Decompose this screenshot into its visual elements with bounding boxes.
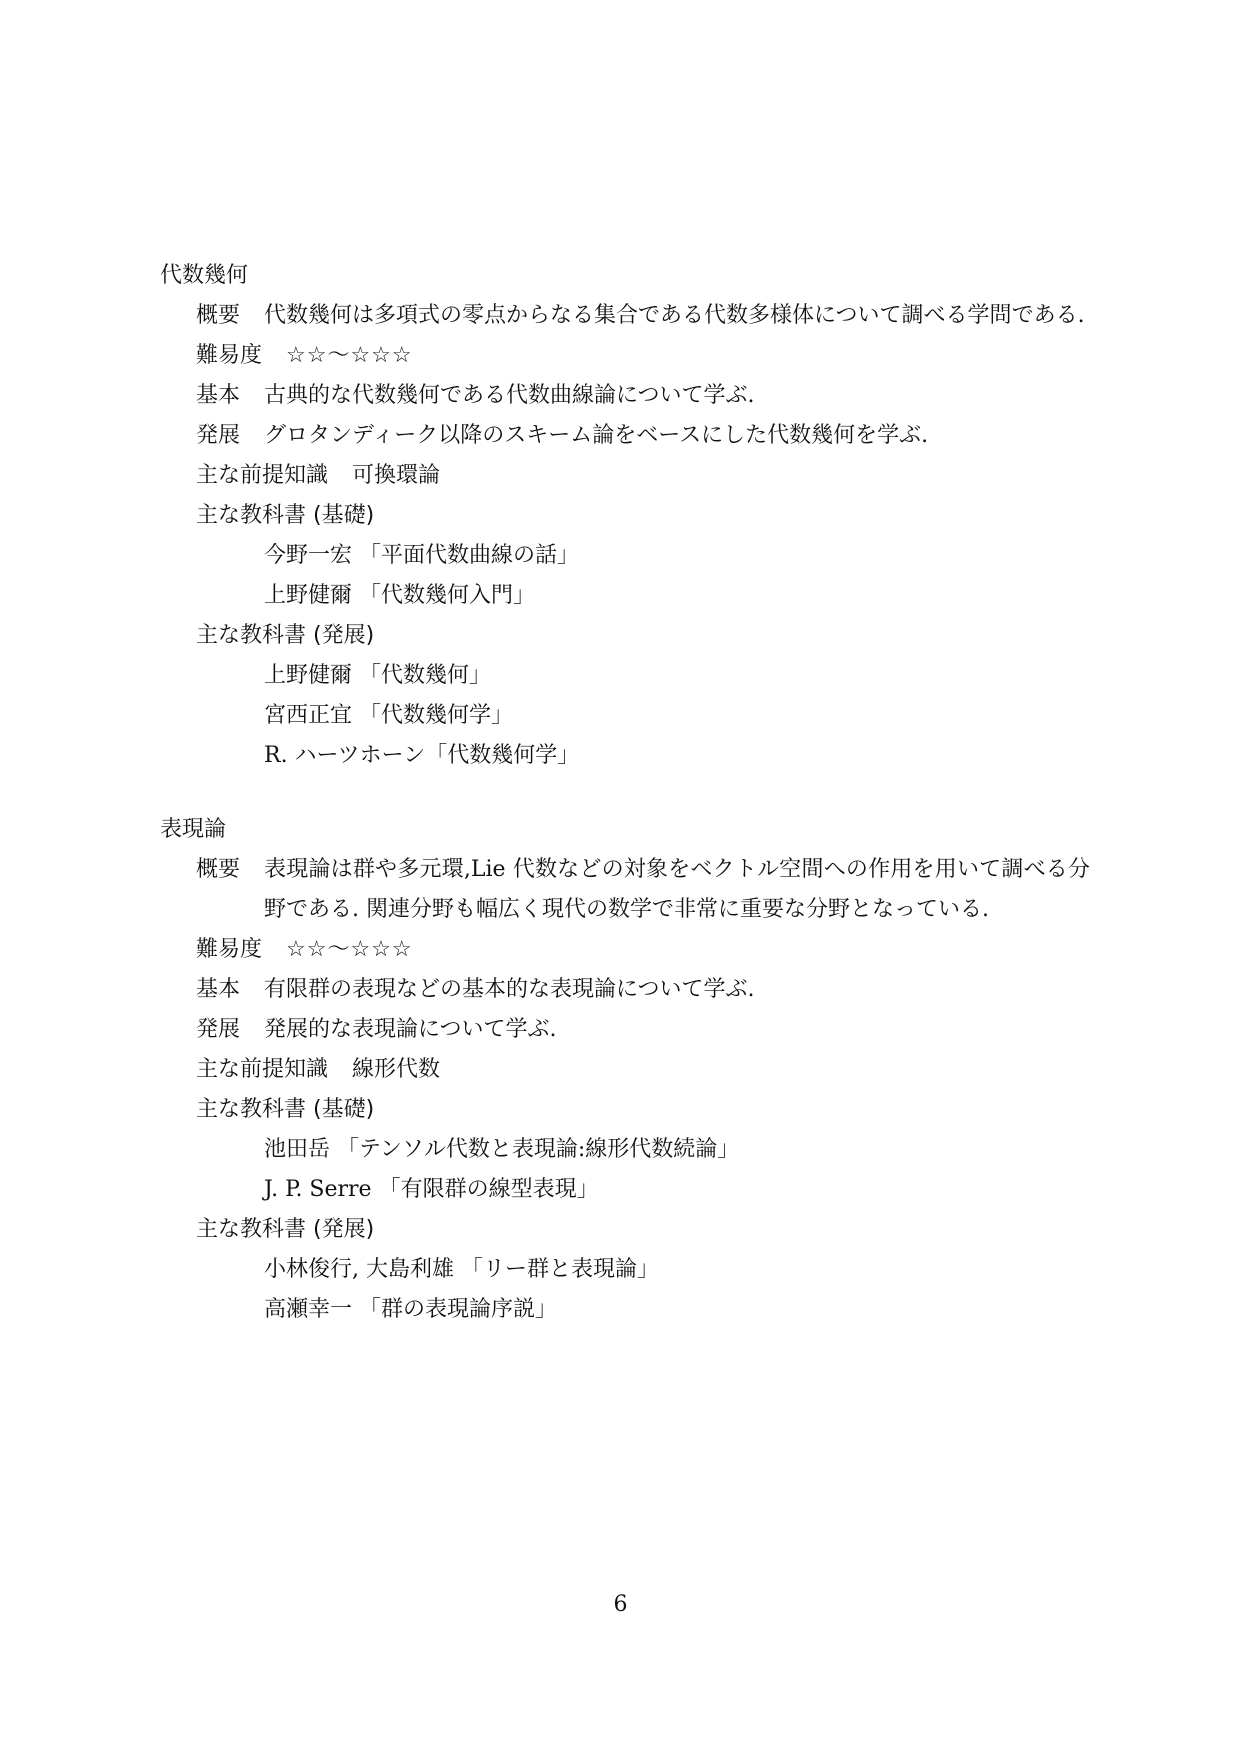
difficulty-row [196, 336, 1090, 376]
advanced-label: 発展 [196, 423, 241, 448]
prereq-row [196, 456, 1090, 496]
book-item: R. ハーツホーン「代数幾何学」 [264, 743, 580, 768]
difficulty-row [196, 930, 1090, 970]
book-item: 宮西正宜 「代数幾何学」 [264, 703, 513, 728]
difficulty-stars: ☆☆〜☆☆☆ [286, 937, 413, 962]
prereq-text: 線形代数 [352, 1057, 441, 1082]
basic-label: 基本 [196, 383, 241, 408]
book-item: J. P. Serre 「有限群の線型表現」 [264, 1177, 599, 1202]
difficulty-stars: ☆☆〜☆☆☆ [286, 343, 413, 368]
basic-row [196, 970, 1090, 1010]
overview-row [196, 296, 1090, 336]
section-representation-theory [160, 810, 1090, 1330]
book-item: 上野健爾 「代数幾何」 [264, 663, 491, 688]
overview-text-wrap [264, 850, 1090, 930]
books-basic-heading-row [196, 1090, 1090, 1130]
difficulty-label: 難易度 [196, 937, 263, 962]
basic-text: 有限群の表現などの基本的な表現論について学ぶ. [264, 977, 755, 1002]
advanced-label: 発展 [196, 1017, 241, 1042]
book-item: 池田岳 「テンソル代数と表現論:線形代数続論」 [264, 1137, 740, 1162]
advanced-text: 発展的な表現論について学ぶ. [264, 1017, 557, 1042]
prereq-row [196, 1050, 1090, 1090]
books-basic-label: 主な教科書 (基礎) [196, 503, 375, 528]
overview-text-wrap [264, 296, 1090, 336]
books-advanced-label: 主な教科書 (発展) [196, 623, 375, 648]
prereq-label: 主な前提知識 [196, 1057, 329, 1082]
books-basic-label: 主な教科書 (基礎) [196, 1097, 375, 1122]
section-algebraic-geometry [160, 256, 1090, 776]
overview-label: 概要 [196, 303, 241, 328]
books-basic-heading-row [196, 496, 1090, 536]
books-advanced-heading-row [196, 1210, 1090, 1250]
section-title: 代数幾何 [160, 263, 249, 288]
basic-text: 古典的な代数幾何である代数曲線論について学ぶ. [264, 383, 755, 408]
books-advanced-label: 主な教科書 (発展) [196, 1217, 375, 1242]
difficulty-label: 難易度 [196, 343, 263, 368]
book-item: 高瀬幸一 「群の表現論序説」 [264, 1297, 557, 1322]
book-item: 上野健爾 「代数幾何入門」 [264, 583, 535, 608]
books-basic-list [264, 1130, 1090, 1210]
overview-label: 概要 [196, 857, 241, 882]
advanced-row [196, 1010, 1090, 1050]
book-item: 今野一宏 「平面代数曲線の話」 [264, 543, 579, 568]
books-basic-list [264, 536, 1090, 616]
books-advanced-heading-row [196, 616, 1090, 656]
advanced-text: グロタンディーク以降のスキーム論をベースにした代数幾何を学ぶ. [264, 423, 929, 448]
books-advanced-list [264, 1250, 1090, 1330]
section-title: 表現論 [160, 817, 227, 842]
basic-row [196, 376, 1090, 416]
prereq-label: 主な前提知識 [196, 463, 329, 488]
books-advanced-list [264, 656, 1090, 776]
page-number: 6 [613, 1592, 628, 1617]
basic-label: 基本 [196, 977, 241, 1002]
overview-row [196, 850, 1090, 930]
prereq-text: 可換環論 [352, 463, 441, 488]
overview-text: 代数幾何は多項式の零点からなる集合である代数多様体について調べる学問である. [264, 303, 1085, 328]
book-item: 小林俊行, 大島利雄 「リー群と表現論」 [264, 1257, 659, 1282]
advanced-row [196, 416, 1090, 456]
overview-text: 表現論は群や多元環,Lie 代数などの対象をベクトル空間への作用を用いて調べる分野である. 関連分野も幅広く現代の数学で非常に重要な分野となっている. [264, 857, 1090, 922]
